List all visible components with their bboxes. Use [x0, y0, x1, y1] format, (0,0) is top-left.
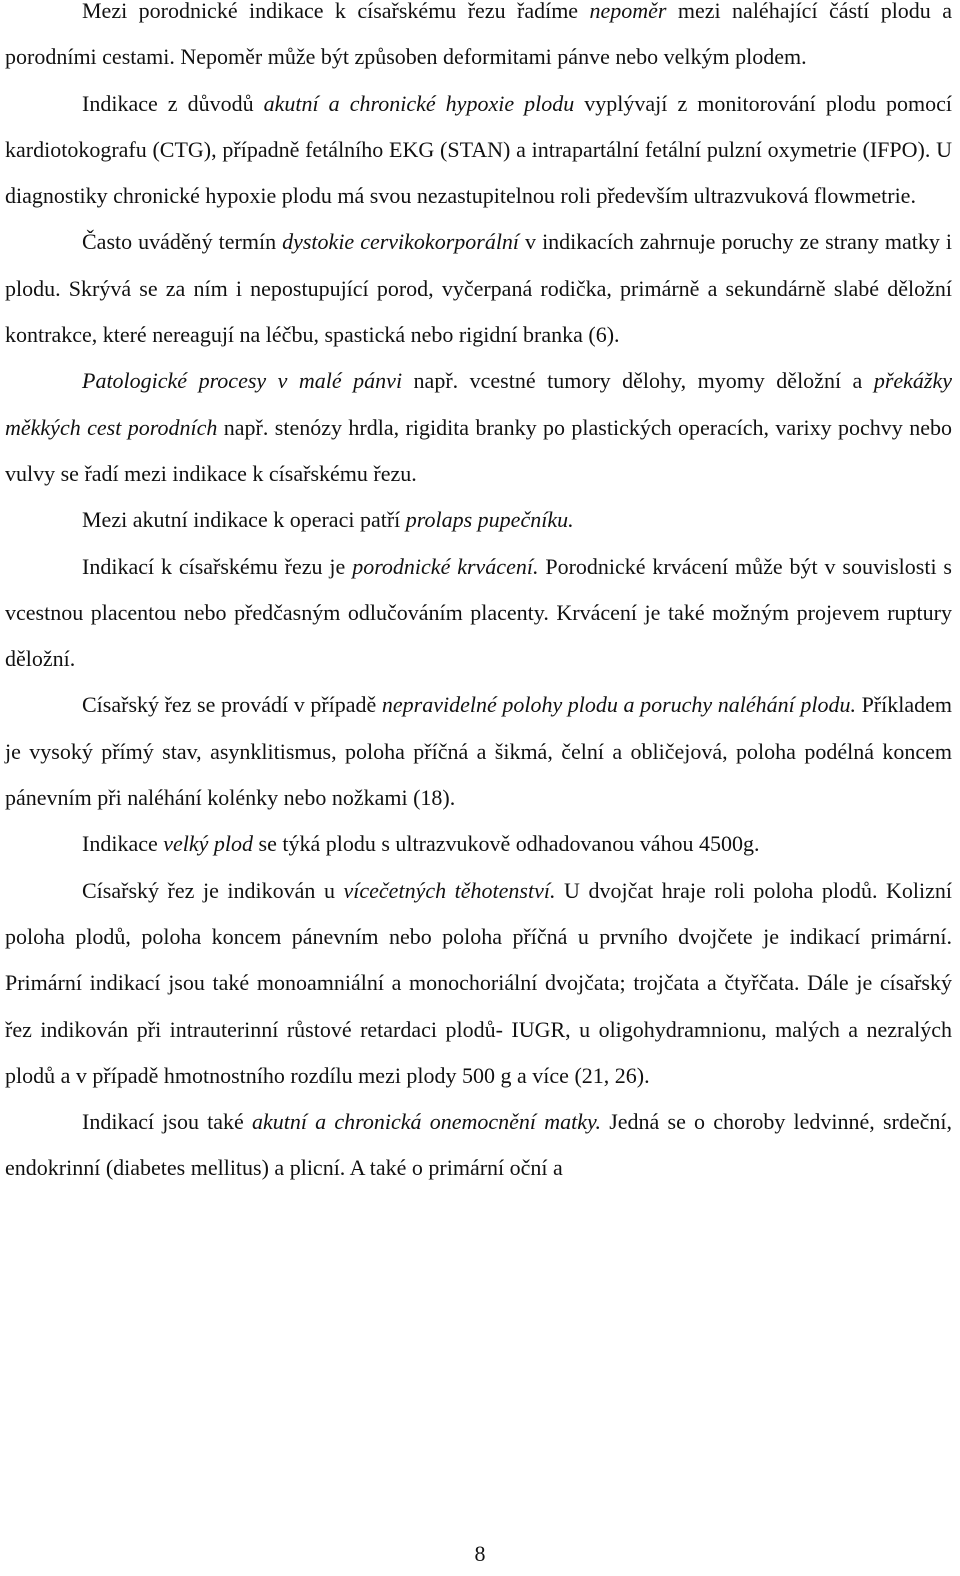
paragraph-velky-plod: [5, 821, 952, 867]
page-number: 8: [474, 1541, 486, 1566]
italic-term: překážky měkkých cest porodních: [5, 368, 952, 440]
text-run: Mezi akutní indikace k operaci patří: [82, 507, 406, 533]
text-run: Indikací jsou také: [82, 1109, 252, 1135]
italic-term: Patologické procesy v malé pánvi: [82, 368, 403, 394]
italic-term: dystokie cervikokorporální: [282, 229, 520, 255]
text-run: např. stenózy hrdla, rigidita branky po plastických operacích, varixy pochvy nebo vulvy se řadí mezi indikace k císařskému řezu.: [5, 414, 952, 486]
document-body: [5, 0, 952, 1192]
text-run: Císařský řez je indikován u: [82, 877, 344, 903]
paragraph-hypoxie: [5, 81, 952, 220]
text-run: se týká plodu s ultrazvukově odhadovanou váhou 4500g.: [253, 831, 760, 857]
text-run: Indikací k císařskému řezu je: [82, 553, 353, 579]
italic-term: akutní a chronické hypoxie plodu: [263, 90, 575, 116]
italic-term: akutní a chronická onemocnění matky.: [251, 1109, 602, 1135]
text-run: Často uváděný termín: [82, 229, 283, 255]
italic-term: porodnické krvácení.: [352, 553, 539, 579]
italic-term: velký plod: [163, 831, 254, 857]
text-run: Indikace z důvodů: [82, 90, 264, 116]
paragraph-patologicke-procesy: [5, 358, 952, 497]
text-run: Jedná se o choroby ledvinné, srdeční, endokrinní (diabetes mellitus) a plicní. A také o primární oční a: [5, 1109, 952, 1181]
italic-term: nepravidelné polohy plodu a poruchy naléhání plodu.: [381, 692, 856, 718]
paragraph-krvaceni: [5, 544, 952, 683]
text-run: Císařský řez se provádí v případě: [82, 692, 382, 718]
text-run: Indikace: [82, 831, 164, 857]
paragraph-vicecetna: [5, 868, 952, 1099]
paragraph-poloha-plodu: [5, 682, 952, 821]
text-run: Porodnické krvácení může být v souvislosti s vcestnou placentou nebo předčasným odlučováním placenty. Krvácení je také možným projevem ruptury děložní.: [5, 553, 952, 672]
text-run: vyplývají z monitorování plodu pomocí kardiotokografu (CTG), případně fetálního EKG (STAN) a intrapartální fetální pulzní oxymetrie (IFPO). U diagnostiky chronické hypoxie plodu má svou nezastupitelnou roli především ultrazvuková flowmetrie.: [5, 90, 952, 209]
text-run: U dvojčat hraje roli poloha plodů. Kolizní poloha plodů, poloha koncem pánevním nebo poloha příčná u prvního dvojčete je indikací primární. Primární indikací jsou také monoamniální a monochoriální dvojčata; trojčata a čtyřčata. Dále je císařský řez indikován při intrauterinní růstové retardaci plodů- IUGR, u oligohydramnionu, malých a nezralých plodů a v případě hmotnostního rozdílu mezi plody 500 g a více (21, 26).: [5, 877, 953, 1088]
paragraph-prolaps: [5, 497, 952, 543]
text-run: např. vcestné tumory dělohy, myomy děložní a: [402, 368, 874, 394]
text-run: v indikacích zahrnuje poruchy ze strany matky i plodu. Skrývá se za ním i nepostupující porod, vyčerpaná rodička, primárně a sekundárně slabé děložní kontrakce, které nereagují na léčbu, spastická nebo rigidní branka (6).: [5, 229, 952, 348]
paragraph-onemocneni-matky: [5, 1099, 952, 1192]
italic-term: prolaps pupečníku.: [405, 507, 574, 533]
text-run: Mezi porodnické indikace k císařskému řezu řadíme: [82, 0, 590, 23]
text-run: Příkladem je vysoký přímý stav, asynklitismus, poloha příčná a šikmá, čelní a obličejová, poloha podélná koncem pánevním při naléhání kolénky nebo nožkami (18).: [5, 692, 953, 811]
paragraph-nepomer: [5, 0, 952, 81]
italic-term: nepoměr: [589, 0, 667, 23]
text-run: mezi naléhající částí plodu a porodními cestami. Nepoměr může být způsoben deformitami pánve nebo velkým plodem.: [5, 0, 952, 70]
paragraph-dystokie: [5, 219, 952, 358]
italic-term: vícečetných těhotenství.: [343, 877, 556, 903]
